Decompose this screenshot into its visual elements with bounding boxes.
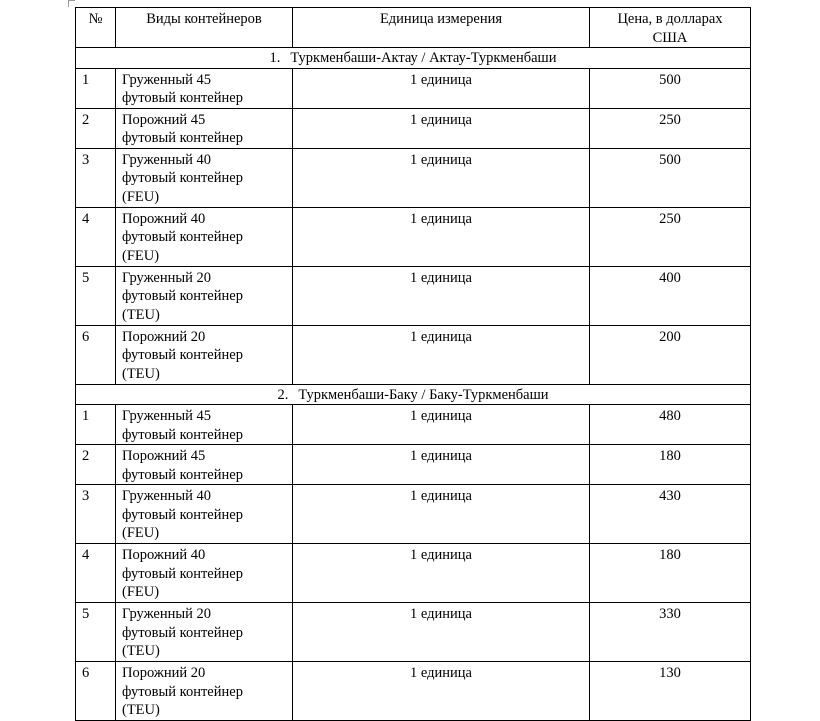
section-title-cell [76, 48, 751, 69]
section-number: 2. [277, 386, 289, 403]
table-row [76, 445, 751, 485]
text-boundary-mark [68, 0, 75, 7]
container-type-line: Груженный 20 [122, 606, 211, 622]
row-number: 4 [76, 544, 116, 603]
container-type-line: (TEU) [122, 643, 160, 659]
container-type-line: Груженный 20 [122, 269, 211, 286]
section-title: Туркменбаши-Баку / Баку-Туркменбаши [298, 386, 549, 403]
container-type-line: футовый контейнер [122, 466, 243, 483]
container-type-cell [116, 405, 293, 445]
row-number: 5 [76, 266, 116, 325]
header-unit: Единица измерения [293, 8, 590, 48]
price-cell: 480 [590, 405, 751, 445]
container-type-line: футовый контейнер [122, 229, 243, 245]
container-type-cell [116, 108, 293, 148]
row-number: 4 [76, 207, 116, 266]
table-row [76, 68, 751, 108]
table-row [76, 603, 751, 662]
header-container-type: Виды контейнеров [116, 8, 293, 48]
price-cell: 250 [590, 108, 751, 148]
container-type-line: Порожний 40 [122, 547, 206, 563]
row-number: 3 [76, 148, 116, 207]
container-type-line: Груженный 40 [122, 151, 211, 168]
container-type-line: футовый контейнер [122, 426, 243, 443]
container-type-line: футовый контейнер [122, 565, 243, 582]
container-type-cell [116, 207, 293, 266]
container-type-line: Порожний 45 [122, 111, 206, 128]
section-row [76, 48, 751, 69]
table-row [76, 108, 751, 148]
container-type-line: футовый контейнер [122, 130, 243, 146]
table-header-row [76, 8, 751, 48]
container-type-cell [116, 603, 293, 662]
container-type-cell [116, 68, 293, 108]
container-type-cell [116, 148, 293, 207]
price-cell: 250 [590, 207, 751, 266]
row-number: 1 [76, 405, 116, 445]
row-number: 5 [76, 603, 116, 662]
table-row [76, 662, 751, 721]
container-type-line: Груженный 45 [122, 71, 211, 88]
container-type-cell [116, 445, 293, 485]
section-title: Туркменбаши-Актау / Актау-Туркменбаши [290, 50, 557, 66]
header-price [590, 8, 751, 48]
price-cell: 500 [590, 148, 751, 207]
container-type-line: футовый контейнер [122, 170, 243, 186]
unit-cell: 1 единица [293, 68, 590, 108]
container-type-line: футовый контейнер [122, 506, 243, 523]
row-number: 2 [76, 108, 116, 148]
unit-cell: 1 единица [293, 445, 590, 485]
unit-cell: 1 единица [293, 108, 590, 148]
container-type-cell [116, 485, 293, 544]
row-number: 2 [76, 445, 116, 485]
table-row [76, 485, 751, 544]
header-price-line1: Цена, в долларах [617, 11, 723, 27]
container-type-line: футовый контейнер [122, 624, 243, 641]
price-cell: 180 [590, 445, 751, 485]
section-row [76, 384, 751, 405]
price-cell: 430 [590, 485, 751, 544]
container-type-cell [116, 662, 293, 721]
table-row [76, 405, 751, 445]
price-cell: 180 [590, 544, 751, 603]
table-body [76, 48, 751, 721]
unit-cell: 1 единица [293, 266, 590, 325]
container-type-line: футовый контейнер [122, 347, 243, 363]
unit-cell: 1 единица [293, 325, 590, 384]
price-cell: 500 [590, 68, 751, 108]
container-type-line: Порожний 20 [122, 328, 206, 345]
table-row [76, 148, 751, 207]
container-type-line: Порожний 40 [122, 210, 206, 227]
container-type-cell [116, 325, 293, 384]
section-title-cell [76, 384, 751, 405]
row-number: 3 [76, 485, 116, 544]
unit-cell: 1 единица [293, 544, 590, 603]
price-cell: 130 [590, 662, 751, 721]
row-number: 6 [76, 662, 116, 721]
container-type-line: Груженный 45 [122, 408, 211, 424]
container-type-line: (FEU) [122, 584, 160, 600]
container-type-line: (FEU) [122, 188, 160, 205]
container-type-line: Порожний 20 [122, 665, 206, 681]
price-cell: 400 [590, 266, 751, 325]
row-number: 6 [76, 325, 116, 384]
container-type-line: (TEU) [122, 306, 160, 323]
container-type-cell [116, 544, 293, 603]
table-row [76, 544, 751, 603]
table-row [76, 325, 751, 384]
table-row [76, 207, 751, 266]
header-num: № [76, 8, 116, 48]
unit-cell: 1 единица [293, 603, 590, 662]
section-number: 1. [269, 50, 281, 66]
container-type-cell [116, 266, 293, 325]
container-type-line: футовый контейнер [122, 288, 243, 304]
row-number: 1 [76, 68, 116, 108]
container-type-line: футовый контейнер [122, 683, 243, 700]
unit-cell: 1 единица [293, 662, 590, 721]
container-type-line: (TEU) [122, 702, 160, 718]
unit-cell: 1 единица [293, 148, 590, 207]
container-type-line: футовый контейнер [122, 90, 243, 106]
container-type-line: (FEU) [122, 247, 160, 264]
container-type-line: Порожний 45 [122, 448, 206, 464]
container-type-line: (TEU) [122, 365, 160, 382]
header-price-line2: США [652, 29, 688, 46]
price-cell: 330 [590, 603, 751, 662]
unit-cell: 1 единица [293, 207, 590, 266]
price-cell: 200 [590, 325, 751, 384]
table-row [76, 266, 751, 325]
unit-cell: 1 единица [293, 485, 590, 544]
unit-cell: 1 единица [293, 405, 590, 445]
container-tariff-table [75, 7, 751, 721]
container-type-line: (FEU) [122, 525, 160, 541]
container-type-line: Груженный 40 [122, 488, 211, 504]
